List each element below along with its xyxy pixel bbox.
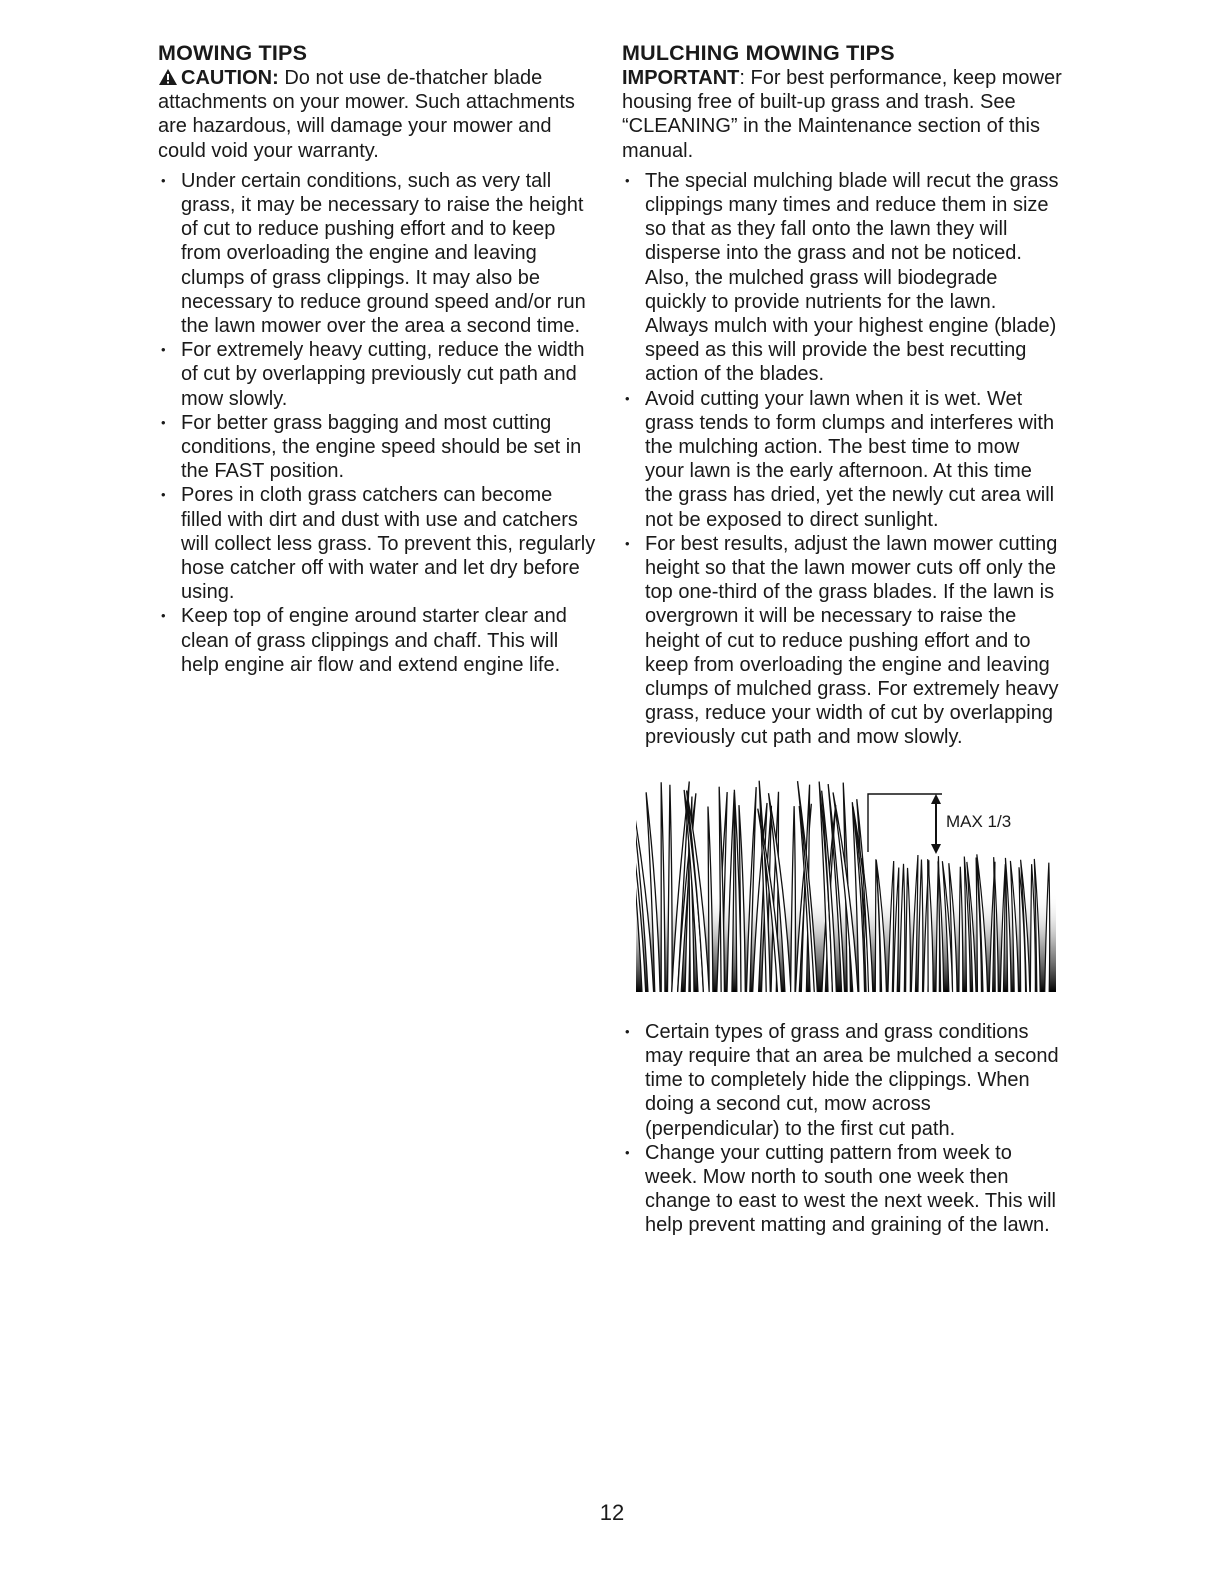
list-item: • For extremely heavy cutting, reduce the width of cut by overlapping previously cut path and mow slowly. bbox=[158, 338, 598, 411]
list-item: • Under certain conditions, such as very tall grass, it may be necessary to raise the height of cut to reduce pushing effort and to keep from overloading the engine and leaving clumps of grass clippings. It may also be necessary to reduce ground speed and/or run the lawn mower over the area a second time. bbox=[158, 169, 598, 338]
list-item: • Avoid cutting your lawn when it is wet. Wet grass tends to form clumps and interferes with the mulching action. The best time to mow your lawn is the early afternoon. At this time the grass has dried, yet the newly cut area will not be exposed to direct sunlight. bbox=[622, 387, 1062, 532]
mulching-tips-column bbox=[622, 40, 1062, 1238]
max-one-third-label: MAX 1/3 bbox=[946, 811, 1012, 831]
caution-paragraph bbox=[158, 66, 598, 163]
grass-height-illustration bbox=[636, 772, 1056, 992]
grass-blades-drawing bbox=[636, 772, 1056, 992]
mulching-tips-list-continued bbox=[622, 1020, 1062, 1238]
list-item: • Keep top of engine around starter clear and clean of grass clippings and chaff. This will help engine air flow and extend engine life. bbox=[158, 604, 598, 677]
caution-label: CAUTION: bbox=[181, 67, 279, 89]
list-item: • For best results, adjust the lawn mower cutting height so that the lawn mower cuts off only the top one-third of the grass blades. If the lawn is overgrown it will be necessary to raise the height of cut to reduce pushing effort and to keep from overloading the engine and leaving clumps of mulched grass. For extremely heavy grass, reduce your width of cut by overlapping previously cut path and mow slowly. bbox=[622, 532, 1062, 750]
mulching-tips-heading: MULCHING MOWING TIPS bbox=[622, 41, 895, 65]
list-item: • Change your cutting pattern from week to week. Mow north to south one week then change to east to west the next week. This will help prevent matting and graining of the lawn. bbox=[622, 1141, 1062, 1238]
important-text: : For best performance, keep mower housing free of built-up grass and trash. See “CLEANING” in the Maintenance section of this manual. bbox=[622, 67, 1062, 162]
important-label: IMPORTANT bbox=[622, 67, 740, 89]
mowing-tips-column bbox=[158, 40, 598, 677]
list-item: • For better grass bagging and most cutting conditions, the engine speed should be set in the FAST position. bbox=[158, 411, 598, 484]
page-number: 12 bbox=[599, 1500, 625, 1525]
important-paragraph bbox=[622, 66, 1062, 163]
mulching-tips-list bbox=[622, 169, 1062, 750]
list-item: • Certain types of grass and grass conditions may require that an area be mulched a second time to completely hide the clippings. When doing a second cut, mow across (perpendicular) to the first cut path. bbox=[622, 1020, 1062, 1141]
warning-triangle-icon bbox=[158, 68, 178, 86]
caution-text: Do not use de-thatcher blade attachments on your mower. Such attachments are hazardous, will damage your mower and could void your warranty. bbox=[158, 67, 575, 162]
mowing-tips-heading: MOWING TIPS bbox=[158, 41, 308, 65]
list-item: • Pores in cloth grass catchers can become filled with dirt and dust with use and catchers will collect less grass. To prevent this, regularly hose catcher off with water and let dry before using. bbox=[158, 483, 598, 604]
list-item: • The special mulching blade will recut the grass clippings many times and reduce them in size so that as they fall onto the lawn they will disperse into the grass and not be noticed. Also, the mulched grass will biodegrade quickly to provide nutrients for the lawn. Always mulch with your highest engine (blade) speed as this will provide the best recutting action of the blades. bbox=[622, 169, 1062, 387]
mowing-tips-list bbox=[158, 169, 598, 677]
